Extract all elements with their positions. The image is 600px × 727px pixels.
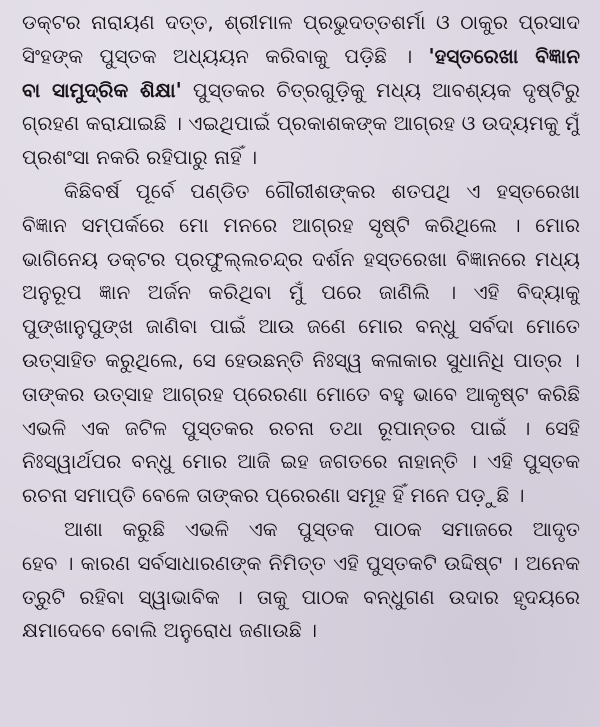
text-span: ତାଙ୍କର ଉତ୍ସାହ ଆଗ୍ରହ ପ୍ରେରଣା ମୋତେ ବହୁ ଭାବେ ଆକୃଷ୍ଟ କରିଛି xyxy=(22,381,580,406)
text-span: ପୁଙ୍ଖାନୁପୁଙ୍ଖ ଜାଣିବା ପାଇଁ ଆଉ ଜଣେ ମୋର ବନ୍ଧୁ ସର୍ବଦା ମୋତେ xyxy=(22,314,580,339)
text-span: ପୁସ୍ତକର ଚିତ୍ରଗୁଡ଼ିକୁ ମଧ୍ୟ ଆବଶ୍ୟକ ଦୃଷ୍ଟିରୁ xyxy=(181,77,580,102)
text-line xyxy=(22,310,580,344)
text-span: ବିଜ୍ଞାନ ସମ୍ପର୍କରେ ମୋ ମନରେ ଆଗ୍ରହ ସୃଷ୍ଟି କରିଥିଲେ । ମୋର xyxy=(22,212,580,237)
paragraph-1 xyxy=(22,6,580,175)
text-span: ତ୍ରୁଟି ରହିବା ସ୍ୱାଭାବିକ । ତାକୁ ପାଠକ ବନ୍ଧୁଗଣ ଉଦାର ହୃଦୟରେ xyxy=(22,584,580,609)
text-span: ସିଂହଙ୍କ ପୁସ୍ତକ ଅଧ୍ୟୟନ କରିବାକୁ ପଡ଼ିଛି । xyxy=(22,43,429,68)
text-span: ରଚନା ସମାପ୍ତି ବେଳେ ତାଙ୍କର ପ୍ରେରଣା ସମୂହ ହିଁ ମନେ ପଡ଼ୁଛି । xyxy=(22,483,525,508)
text-span: କ୍ଷମାଦେବେ ବୋଲି ଅନୁରୋଧ ଜଣାଉଛି । xyxy=(22,618,318,643)
document-body xyxy=(22,6,580,648)
text-line xyxy=(22,513,580,547)
text-line xyxy=(22,581,580,615)
text-span: ଭାଗିନେୟ ଡକ୍ଟର ପ୍ରଫୁଲ୍ଲଚନ୍ଦ୍ର ଦର୍ଶନ ହସ୍ତରେଖା ବିଜ୍ଞାନରେ ମଧ୍ୟ xyxy=(22,246,580,271)
text-line xyxy=(22,614,580,648)
text-line xyxy=(22,412,580,446)
text-line xyxy=(22,547,580,581)
text-span: ଡକ୍ଟର ନାରାୟଣ ଦତ୍ତ, ଶ୍ରୀମାଳ ପ୍ରଭୁଦତ୍ତଶର୍ମା ଓ ଠାକୁର ପ୍ରସାଦ xyxy=(22,10,580,34)
text-span: କିଛିବର୍ଷ ପୂର୍ବେ ପଣ୍ଡିତ ଗୌରୀଶଙ୍କର ଶତପଥି ଏ ହସ୍ତରେଖା xyxy=(64,178,580,203)
text-line xyxy=(22,243,580,277)
text-span: ହେବ । କାରଣ ସର୍ବସାଧାରଣଙ୍କ ନିମିତ୍ତ ଏହି ପୁସ୍ତକଟି ଉଦ୍ଦିଷ୍ଟ । ଅନେକ xyxy=(22,550,580,575)
text-line xyxy=(22,445,580,479)
text-line xyxy=(22,74,580,108)
text-line xyxy=(22,107,580,141)
text-span: ଆଶା କରୁଛି ଏଭଳି ଏକ ପୁସ୍ତକ ପାଠକ ସମାଜରେ ଆଦୃତ xyxy=(64,516,580,541)
book-title-bold: ବା ସାମୁଦ୍ରିକ ଶିକ୍ଷା' xyxy=(22,77,182,102)
text-line xyxy=(22,40,580,74)
paragraph-3 xyxy=(22,513,580,648)
text-span: ଏଭଳି ଏକ ଜଟିଳ ପୁସ୍ତକର ରଚନା ତଥା ରୂପାନ୍ତର ପାଇଁ । ସେହି xyxy=(22,415,580,440)
text-line xyxy=(22,344,580,378)
text-span: ଅନୁରୂପ ଜ୍ଞାନ ଅର୍ଜନ କରିଥିବା ମୁଁ ପରେ ଜାଣିଲି । ଏହି ବିଦ୍ୟାକୁ xyxy=(22,280,580,305)
text-span: ପ୍ରଶଂସା ନକରି ରହିପାରୁ ନାହିଁ । xyxy=(22,145,258,170)
book-title-bold: 'ହସ୍ତରେଖା ବିଜ୍ଞାନ xyxy=(428,43,580,68)
text-span: ଉତ୍ସାହିତ କରୁଥିଲେ, ସେ ହେଉଛନ୍ତି ନିଃସ୍ୱ କଳାକାର ସୁଧାନିଧି ପାତ୍ର । xyxy=(22,347,580,372)
text-line xyxy=(22,276,580,310)
text-span: ନିଃସ୍ୱାର୍ଥପର ବନ୍ଧୁ ମୋର ଆଜି ଇହ ଜଗତରେ ନାହାନ୍ତି । ଏହି ପୁସ୍ତକ xyxy=(22,449,580,474)
text-line xyxy=(22,6,580,40)
text-line xyxy=(22,479,580,513)
paragraph-2 xyxy=(22,175,580,513)
text-line xyxy=(22,175,580,209)
text-line xyxy=(22,378,580,412)
text-line xyxy=(22,141,580,175)
text-span: ଗ୍ରହଣ କରାଯାଇଛି । ଏଇଥିପାଇଁ ପ୍ରକାଶକଙ୍କ ଆଗ୍ରହ ଓ ଉଦ୍ୟମକୁ ମୁଁ xyxy=(22,111,580,136)
text-line xyxy=(22,209,580,243)
